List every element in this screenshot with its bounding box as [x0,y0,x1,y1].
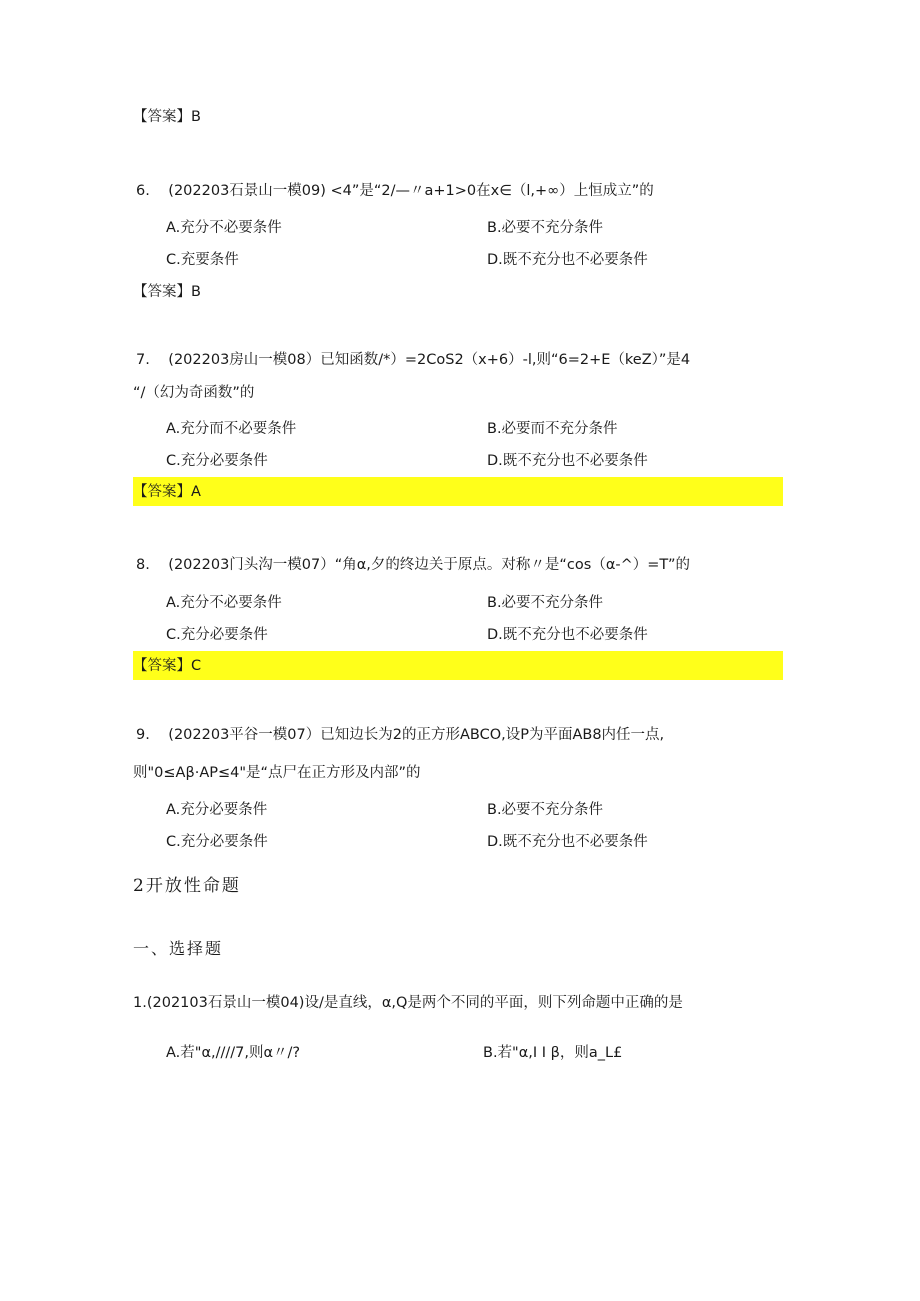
question-text: (202203石景山一模09) <4”是“2/—〃a+1>0在x∈（l,+∞）上恒成立”的 [168,183,654,199]
q8-option-d: D.既不充分也不必要条件 [487,627,648,643]
question-text: (202203平谷一模07）已知边长为2的正方形ABCO,设P为平面AB8内任一点, [168,727,665,743]
answer-value: B [191,284,201,300]
question-text: (202203门头沟一模07）“角α,夕的终边关于原点。对称〃是“cos（α-^）=T”的 [168,557,690,573]
q8-answer [133,656,201,676]
answer-prev [133,107,201,127]
question-number: 8. [136,557,150,573]
q9-option-b: B.必要不充分条件 [487,802,604,818]
q6-option-b: B.必要不充分条件 [487,220,604,236]
answer-label: 【答案】 [133,658,191,674]
q7-answer [133,482,201,502]
question-9-stem [136,725,664,745]
q6-option-c: C.充要条件 [166,252,239,268]
question-text: (202203房山一模08）已知函数/*）=2CoS2（x+6）-l,则“6=2+E（keZ）”是4 [168,352,691,368]
question-7-stem-cont: “/（幻为奇函数”的 [133,385,255,401]
q7-option-c: C.充分必要条件 [166,453,268,469]
answer-label: 【答案】 [133,484,191,500]
q8-option-b: B.必要不充分条件 [487,595,604,611]
q1-option-a: A.若"α,////7,则α〃/? [166,1045,301,1061]
question-6-stem [136,181,654,201]
q8-option-a: A.充分不必要条件 [166,595,282,611]
q1-option-b: B.若"α,I I β，则a_L£ [483,1045,623,1061]
q7-option-d: D.既不充分也不必要条件 [487,453,648,469]
answer-value: B [191,109,201,125]
q8-answer-highlight [133,651,783,680]
q7-answer-highlight [133,477,783,506]
question-1-stem: 1.(202103石景山一模04)设/是直线，α,Q是两个不同的平面，则下列命题中正确的是 [133,995,683,1011]
q9-option-d: D.既不充分也不必要条件 [487,834,648,850]
answer-label: 【答案】 [133,109,191,125]
q9-option-c: C.充分必要条件 [166,834,268,850]
subsection-title: 一、选择题 [133,939,224,958]
q7-option-a: A.充分而不必要条件 [166,421,297,437]
question-7-stem [136,350,690,370]
q9-option-a: A.充分必要条件 [166,802,268,818]
q6-option-a: A.充分不必要条件 [166,220,282,236]
question-9-stem-cont: 则"0≤Aβ·AP≤4"是“点尸在正方形及内部”的 [133,765,421,781]
q8-option-c: C.充分必要条件 [166,627,268,643]
question-number: 9. [136,727,150,743]
answer-value: C [191,658,202,674]
section-title: 2开放性命题 [133,876,241,896]
question-8-stem [136,555,690,575]
question-number: 6. [136,183,150,199]
question-number: 7. [136,352,150,368]
q7-option-b: B.必要而不充分条件 [487,421,618,437]
answer-label: 【答案】 [133,284,191,300]
q6-answer [133,282,201,302]
q6-option-d: D.既不充分也不必要条件 [487,252,648,268]
answer-value: A [191,484,201,500]
